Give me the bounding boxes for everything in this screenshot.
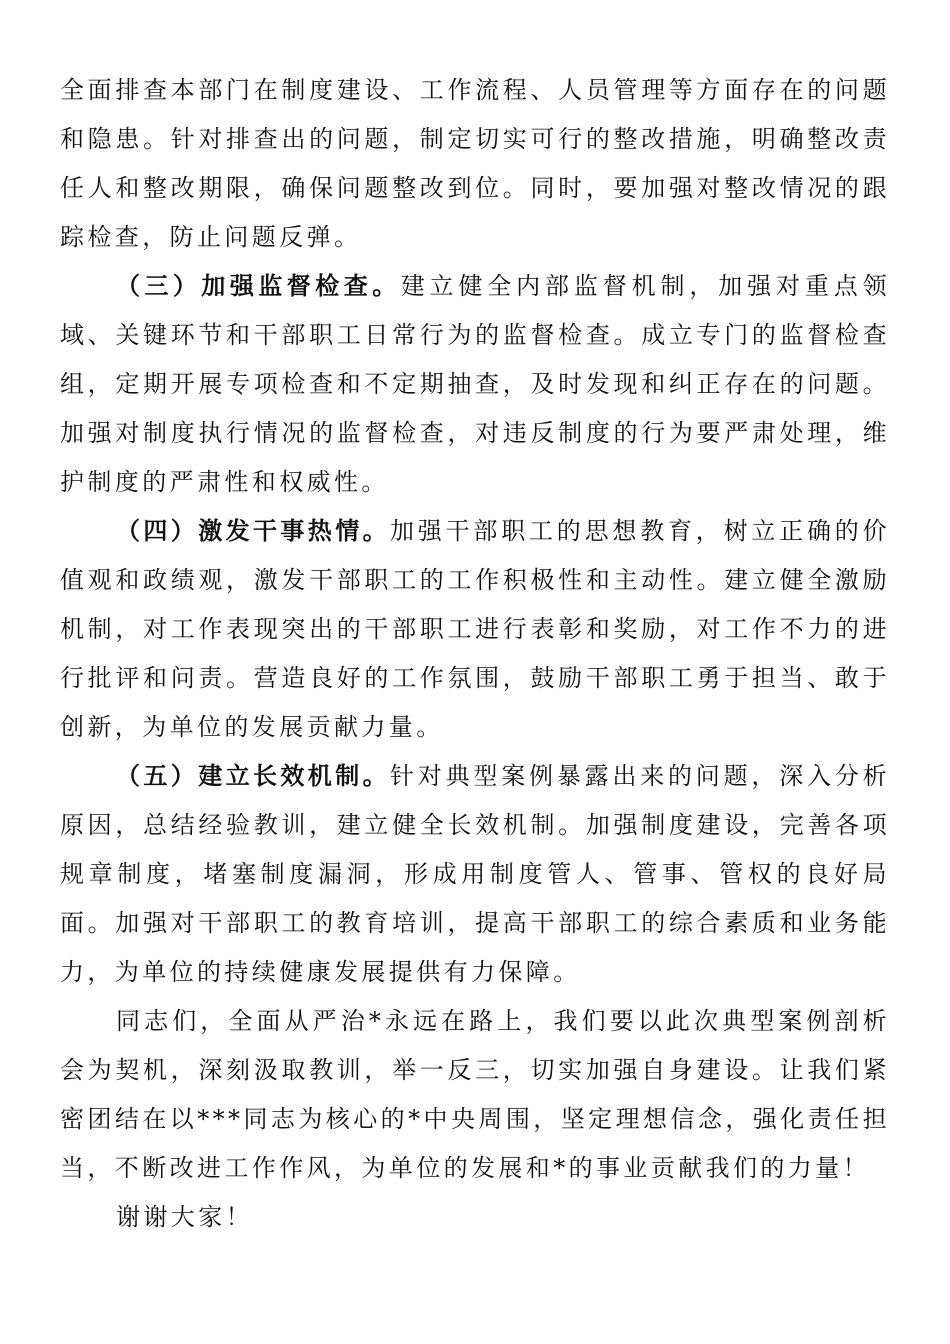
section-four-paragraph [60, 507, 890, 752]
section-three-body: 建立健全内部监督机制，加强对重点领域、关键环节和干部职工日常行为的监督检查。成立专门的监督检查组，定期开展专项检查和不定期抽查，及时发现和纠正存在的问题。加强对制度执行情况的监督检查，对违反制度的行为要严肃处理，维护制度的严肃性和权威性。 [60, 272, 890, 496]
intro-paragraph-text: 全面排查本部门在制度建设、工作流程、人员管理等方面存在的问题和隐患。针对排查出的问题，制定切实可行的整改措施，明确整改责任人和整改期限，确保问题整改到位。同时，要加强对整改情况的跟踪检查，防止问题反弹。 [60, 76, 890, 251]
section-five-paragraph [60, 752, 890, 997]
section-five-body: 针对典型案例暴露出来的问题，深入分析原因，总结经验教训，建立健全长效机制。加强制度建设，完善各项规章制度，堵塞制度漏洞，形成用制度管人、管事、管权的良好局面。加强对干部职工的教育培训，提高干部职工的综合素质和业务能力，为单位的持续健康发展提供有力保障。 [60, 762, 890, 986]
thanks-text: 谢谢大家！ [116, 1203, 253, 1231]
document-body [60, 66, 890, 1242]
closing-paragraph-text: 同志们，全面从严治*永远在路上，我们要以此次典型案例剖析会为契机，深刻汲取教训，举一反三，切实加强自身建设。让我们紧密团结在以***同志为核心的*中央周围，坚定理想信念，强化责任担当，不断改进工作作风，为单位的发展和*的事业贡献我们的力量！ [60, 1007, 890, 1182]
thanks-line [60, 1193, 890, 1242]
intro-paragraph [60, 66, 890, 262]
closing-paragraph [60, 997, 890, 1193]
section-three-heading: （三）加强监督检查。 [116, 272, 401, 300]
section-four-body: 加强干部职工的思想教育，树立正确的价值观和政绩观，激发干部职工的工作积极性和主动性。建立健全激励机制，对工作表现突出的干部职工进行表彰和奖励，对工作不力的进行批评和问责。营造良好的工作氛围，鼓励干部职工勇于担当、敢于创新，为单位的发展贡献力量。 [60, 517, 890, 741]
section-five-heading: （五）建立长效机制。 [116, 762, 390, 790]
section-three-paragraph [60, 262, 890, 507]
section-four-heading: （四）激发干事热情。 [116, 517, 390, 545]
